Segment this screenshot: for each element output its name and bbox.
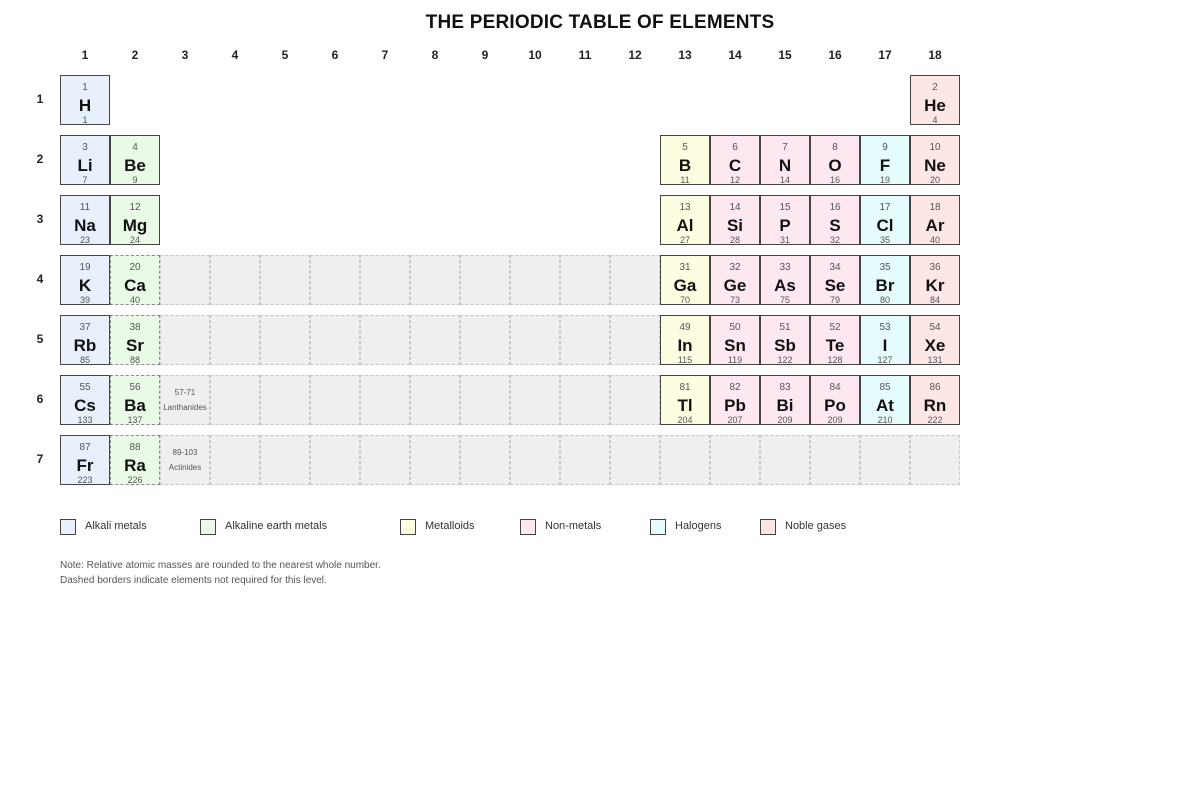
placeholder-cell bbox=[160, 255, 210, 305]
group-number-label: 14 bbox=[728, 48, 742, 62]
placeholder-cell bbox=[210, 375, 260, 425]
element-symbol: Se bbox=[824, 276, 846, 295]
placeholder-cell bbox=[460, 375, 510, 425]
atomic-mass: 24 bbox=[129, 235, 140, 245]
placeholder-cell bbox=[310, 255, 360, 305]
element-symbol: P bbox=[779, 216, 791, 235]
atomic-mass: 128 bbox=[827, 355, 843, 365]
element-cell-ne[interactable] bbox=[910, 135, 960, 185]
atomic-mass: 88 bbox=[129, 355, 140, 365]
placeholder-cell bbox=[810, 435, 860, 485]
atomic-mass: 28 bbox=[729, 235, 740, 245]
period-number-label: 5 bbox=[36, 332, 44, 346]
atomic-mass: 27 bbox=[679, 235, 690, 245]
element-symbol: Po bbox=[824, 396, 846, 415]
element-symbol: Ca bbox=[124, 276, 146, 295]
legend-label: Alkali metals bbox=[85, 520, 147, 532]
element-cell-h[interactable] bbox=[60, 75, 110, 125]
legend-swatch bbox=[520, 519, 536, 535]
atomic-number: 19 bbox=[79, 262, 91, 273]
atomic-number: 34 bbox=[829, 262, 841, 273]
footnote: Dashed borders indicate elements not required for this level. bbox=[60, 575, 327, 586]
element-cell-c[interactable] bbox=[710, 135, 760, 185]
element-symbol: Te bbox=[825, 336, 845, 355]
element-cell-sn[interactable] bbox=[710, 315, 760, 365]
atomic-number: 10 bbox=[929, 142, 941, 153]
element-symbol: He bbox=[924, 96, 946, 115]
element-symbol: At bbox=[876, 396, 894, 415]
group-number-label: 9 bbox=[481, 48, 489, 62]
placeholder-cell bbox=[410, 255, 460, 305]
element-symbol: Br bbox=[875, 276, 895, 295]
atomic-mass: 223 bbox=[77, 475, 93, 485]
atomic-number: 53 bbox=[879, 322, 891, 333]
placeholder-cell bbox=[660, 435, 710, 485]
element-cell-f[interactable] bbox=[860, 135, 910, 185]
atomic-mass: 16 bbox=[829, 175, 840, 185]
element-cell-po[interactable] bbox=[810, 375, 860, 425]
placeholder-cell bbox=[310, 315, 360, 365]
placeholder-cell bbox=[210, 435, 260, 485]
placeholder-cell bbox=[760, 435, 810, 485]
placeholder-cell bbox=[210, 315, 260, 365]
element-cell-te[interactable] bbox=[810, 315, 860, 365]
element-symbol: Si bbox=[726, 216, 744, 235]
legend-label: Halogens bbox=[675, 520, 722, 532]
legend-swatch bbox=[650, 519, 666, 535]
footnote: Note: Relative atomic masses are rounded to the nearest whole number. bbox=[60, 560, 381, 571]
placeholder-cell bbox=[710, 435, 760, 485]
placeholder-cell bbox=[510, 375, 560, 425]
group-number-label: 17 bbox=[878, 48, 892, 62]
atomic-number: 56 bbox=[129, 382, 141, 393]
element-cell-sb[interactable] bbox=[760, 315, 810, 365]
atomic-mass: 119 bbox=[727, 355, 743, 365]
atomic-number: 2 bbox=[932, 82, 938, 93]
atomic-mass: 85 bbox=[79, 355, 90, 365]
element-cell-ba[interactable] bbox=[110, 375, 160, 425]
element-symbol: B bbox=[678, 156, 692, 175]
placeholder-cell bbox=[210, 255, 260, 305]
element-cell-o[interactable] bbox=[810, 135, 860, 185]
period-number-label: 4 bbox=[36, 272, 44, 286]
legend-swatch bbox=[400, 519, 416, 535]
atomic-number: 86 bbox=[929, 382, 941, 393]
element-symbol: Al bbox=[676, 216, 694, 235]
legend-swatch bbox=[60, 519, 76, 535]
element-cell-rb[interactable] bbox=[60, 315, 110, 365]
element-symbol: Na bbox=[74, 216, 96, 235]
element-cell-mg[interactable] bbox=[110, 195, 160, 245]
element-cell-ca[interactable] bbox=[110, 255, 160, 305]
element-symbol: H bbox=[78, 96, 92, 115]
atomic-mass: 127 bbox=[877, 355, 893, 365]
group-number-label: 18 bbox=[928, 48, 942, 62]
atomic-number: 12 bbox=[129, 202, 141, 213]
atomic-number: 33 bbox=[779, 262, 791, 273]
atomic-mass: 210 bbox=[877, 415, 893, 425]
element-symbol: In bbox=[677, 336, 693, 355]
placeholder-cell bbox=[610, 375, 660, 425]
placeholder-cell bbox=[360, 315, 410, 365]
element-symbol: As bbox=[774, 276, 796, 295]
element-cell-as[interactable] bbox=[760, 255, 810, 305]
element-cell-k[interactable] bbox=[60, 255, 110, 305]
element-cell-cl[interactable] bbox=[860, 195, 910, 245]
atomic-mass: 122 bbox=[777, 355, 793, 365]
group-number-label: 1 bbox=[81, 48, 89, 62]
placeholder-cell bbox=[360, 255, 410, 305]
atomic-number: 7 bbox=[782, 142, 788, 153]
group-number-label: 7 bbox=[381, 48, 389, 62]
element-symbol: Ne bbox=[924, 156, 946, 175]
atomic-mass: 31 bbox=[779, 235, 790, 245]
element-cell-br[interactable] bbox=[860, 255, 910, 305]
period-number-label: 2 bbox=[36, 152, 44, 166]
group-number-label: 6 bbox=[331, 48, 339, 62]
series-range: 89-103 bbox=[172, 448, 198, 457]
atomic-number: 1 bbox=[82, 82, 88, 93]
atomic-mass: 209 bbox=[827, 415, 843, 425]
atomic-mass: 20 bbox=[929, 175, 940, 185]
atomic-mass: 14 bbox=[779, 175, 790, 185]
atomic-mass: 75 bbox=[779, 295, 790, 305]
atomic-mass: 23 bbox=[79, 235, 90, 245]
element-symbol: Rn bbox=[923, 396, 947, 415]
group-number-label: 16 bbox=[828, 48, 842, 62]
series-name: Actinides bbox=[168, 463, 202, 472]
atomic-number: 4 bbox=[132, 142, 138, 153]
placeholder-cell bbox=[410, 435, 460, 485]
placeholder-cell bbox=[260, 255, 310, 305]
group-number-label: 4 bbox=[231, 48, 239, 62]
legend-label: Alkaline earth metals bbox=[225, 520, 328, 532]
atomic-number: 5 bbox=[682, 142, 688, 153]
atomic-mass: 222 bbox=[927, 415, 943, 425]
element-symbol: Ge bbox=[723, 276, 747, 295]
atomic-number: 8 bbox=[832, 142, 838, 153]
legend-label: Non-metals bbox=[545, 520, 602, 532]
atomic-number: 14 bbox=[729, 202, 741, 213]
placeholder-cell bbox=[510, 255, 560, 305]
group-number-label: 12 bbox=[628, 48, 642, 62]
placeholder-cell bbox=[560, 435, 610, 485]
atomic-number: 36 bbox=[929, 262, 941, 273]
group-number-label: 11 bbox=[578, 48, 592, 62]
group-number-label: 10 bbox=[528, 48, 542, 62]
atomic-mass: 137 bbox=[127, 415, 143, 425]
element-symbol: K bbox=[78, 276, 92, 295]
element-symbol: Be bbox=[124, 156, 146, 175]
element-cell-b[interactable] bbox=[660, 135, 710, 185]
page-title: THE PERIODIC TABLE OF ELEMENTS bbox=[425, 12, 775, 33]
element-cell-kr[interactable] bbox=[910, 255, 960, 305]
group-number-label: 3 bbox=[181, 48, 189, 62]
element-symbol: Kr bbox=[925, 276, 945, 295]
period-number-label: 6 bbox=[36, 392, 44, 406]
element-cell-he[interactable] bbox=[910, 75, 960, 125]
element-symbol: Bi bbox=[776, 396, 794, 415]
element-symbol: Ba bbox=[124, 396, 146, 415]
group-number-label: 15 bbox=[778, 48, 792, 62]
element-cell-sr[interactable] bbox=[110, 315, 160, 365]
element-symbol: Sr bbox=[126, 336, 144, 355]
atomic-mass: 39 bbox=[79, 295, 90, 305]
element-symbol: Rb bbox=[73, 336, 97, 355]
atomic-number: 82 bbox=[729, 382, 741, 393]
placeholder-cell bbox=[160, 315, 210, 365]
placeholder-cell bbox=[260, 375, 310, 425]
placeholder-cell bbox=[510, 435, 560, 485]
atomic-number: 16 bbox=[829, 202, 841, 213]
placeholder-cell bbox=[610, 435, 660, 485]
element-cell-ar[interactable] bbox=[910, 195, 960, 245]
group-number-label: 2 bbox=[131, 48, 139, 62]
element-symbol: N bbox=[778, 156, 792, 175]
placeholder-cell bbox=[410, 375, 460, 425]
atomic-mass: 204 bbox=[677, 415, 693, 425]
atomic-number: 55 bbox=[79, 382, 91, 393]
element-cell-tl[interactable] bbox=[660, 375, 710, 425]
element-symbol: Xe bbox=[924, 336, 946, 355]
group-number-label: 8 bbox=[431, 48, 439, 62]
element-symbol: Pb bbox=[724, 396, 746, 415]
placeholder-cell bbox=[560, 255, 610, 305]
element-cell-ga[interactable] bbox=[660, 255, 710, 305]
atomic-mass: 12 bbox=[729, 175, 740, 185]
legend-label: Metalloids bbox=[425, 520, 475, 532]
placeholder-cell bbox=[360, 375, 410, 425]
element-cell-fr[interactable] bbox=[60, 435, 110, 485]
atomic-mass: 79 bbox=[829, 295, 840, 305]
element-cell-i[interactable] bbox=[860, 315, 910, 365]
atomic-number: 83 bbox=[779, 382, 791, 393]
atomic-number: 32 bbox=[729, 262, 741, 273]
atomic-mass: 1 bbox=[82, 115, 88, 125]
element-symbol: Ar bbox=[925, 216, 945, 235]
atomic-number: 38 bbox=[129, 322, 141, 333]
atomic-number: 50 bbox=[729, 322, 741, 333]
series-name: Lanthanides bbox=[163, 403, 207, 412]
placeholder-cell bbox=[610, 255, 660, 305]
atomic-mass: 70 bbox=[679, 295, 690, 305]
atomic-number: 31 bbox=[679, 262, 691, 273]
atomic-mass: 207 bbox=[727, 415, 743, 425]
atomic-number: 11 bbox=[79, 202, 91, 213]
element-symbol: Sb bbox=[774, 336, 796, 355]
atomic-mass: 73 bbox=[729, 295, 740, 305]
element-cell-bi[interactable] bbox=[760, 375, 810, 425]
element-symbol: F bbox=[879, 156, 891, 175]
group-number-label: 5 bbox=[281, 48, 289, 62]
element-cell-al[interactable] bbox=[660, 195, 710, 245]
placeholder-cell bbox=[560, 375, 610, 425]
atomic-number: 3 bbox=[82, 142, 88, 153]
placeholder-cell bbox=[910, 435, 960, 485]
period-number-label: 1 bbox=[36, 92, 44, 106]
atomic-number: 6 bbox=[732, 142, 738, 153]
placeholder-cell bbox=[260, 315, 310, 365]
placeholder-cell bbox=[560, 315, 610, 365]
element-symbol: Sn bbox=[724, 336, 746, 355]
element-cell-p[interactable] bbox=[760, 195, 810, 245]
element-cell-cs[interactable] bbox=[60, 375, 110, 425]
atomic-number: 15 bbox=[779, 202, 791, 213]
placeholder-cell bbox=[360, 435, 410, 485]
element-symbol: Cl bbox=[876, 216, 894, 235]
element-symbol: C bbox=[728, 156, 742, 175]
element-symbol: Ga bbox=[673, 276, 697, 295]
legend-label: Noble gases bbox=[785, 520, 847, 532]
atomic-number: 87 bbox=[79, 442, 91, 453]
atomic-mass: 226 bbox=[127, 475, 143, 485]
atomic-number: 49 bbox=[679, 322, 691, 333]
element-symbol: Fr bbox=[76, 456, 94, 475]
legend-swatch bbox=[200, 519, 216, 535]
element-symbol: I bbox=[882, 336, 888, 355]
placeholder-cell bbox=[510, 315, 560, 365]
series-cell-lanthanides[interactable] bbox=[160, 375, 210, 425]
atomic-mass: 7 bbox=[82, 175, 88, 185]
element-cell-in[interactable] bbox=[660, 315, 710, 365]
placeholder-cell bbox=[310, 435, 360, 485]
placeholder-cell bbox=[860, 435, 910, 485]
period-number-label: 3 bbox=[36, 212, 44, 226]
atomic-mass: 9 bbox=[132, 175, 138, 185]
atomic-number: 17 bbox=[879, 202, 891, 213]
series-range: 57-71 bbox=[174, 388, 196, 397]
element-symbol: S bbox=[829, 216, 841, 235]
element-cell-s[interactable] bbox=[810, 195, 860, 245]
placeholder-cell bbox=[460, 315, 510, 365]
atomic-mass: 40 bbox=[129, 295, 140, 305]
element-cell-ge[interactable] bbox=[710, 255, 760, 305]
atomic-number: 88 bbox=[129, 442, 141, 453]
element-cell-be[interactable] bbox=[110, 135, 160, 185]
atomic-number: 18 bbox=[929, 202, 941, 213]
atomic-mass: 35 bbox=[879, 235, 890, 245]
atomic-number: 20 bbox=[129, 262, 141, 273]
atomic-mass: 115 bbox=[677, 355, 693, 365]
atomic-mass: 133 bbox=[77, 415, 93, 425]
atomic-number: 84 bbox=[829, 382, 841, 393]
atomic-mass: 209 bbox=[777, 415, 793, 425]
atomic-mass: 11 bbox=[680, 175, 690, 185]
atomic-mass: 4 bbox=[932, 115, 938, 125]
element-symbol: Ra bbox=[124, 456, 146, 475]
element-symbol: Mg bbox=[122, 216, 148, 235]
placeholder-cell bbox=[460, 435, 510, 485]
atomic-mass: 84 bbox=[929, 295, 940, 305]
element-symbol: Li bbox=[77, 156, 93, 175]
element-cell-rn[interactable] bbox=[910, 375, 960, 425]
legend-swatch bbox=[760, 519, 776, 535]
element-cell-se[interactable] bbox=[810, 255, 860, 305]
atomic-mass: 40 bbox=[929, 235, 940, 245]
element-symbol: O bbox=[828, 156, 842, 175]
series-cell-actinides[interactable] bbox=[160, 435, 210, 485]
atomic-number: 9 bbox=[882, 142, 888, 153]
period-number-label: 7 bbox=[36, 452, 44, 466]
group-number-label: 13 bbox=[678, 48, 692, 62]
element-cell-at[interactable] bbox=[860, 375, 910, 425]
element-symbol: Tl bbox=[677, 396, 693, 415]
placeholder-cell bbox=[410, 315, 460, 365]
element-cell-pb[interactable] bbox=[710, 375, 760, 425]
atomic-number: 13 bbox=[679, 202, 691, 213]
element-cell-si[interactable] bbox=[710, 195, 760, 245]
atomic-number: 81 bbox=[679, 382, 691, 393]
atomic-number: 52 bbox=[829, 322, 841, 333]
placeholder-cell bbox=[260, 435, 310, 485]
atomic-mass: 19 bbox=[879, 175, 890, 185]
atomic-number: 54 bbox=[929, 322, 941, 333]
atomic-mass: 131 bbox=[927, 355, 943, 365]
atomic-number: 51 bbox=[779, 322, 791, 333]
element-cell-xe[interactable] bbox=[910, 315, 960, 365]
atomic-mass: 80 bbox=[879, 295, 890, 305]
placeholder-cell bbox=[610, 315, 660, 365]
atomic-mass: 32 bbox=[829, 235, 840, 245]
element-cell-na[interactable] bbox=[60, 195, 110, 245]
atomic-number: 37 bbox=[79, 322, 91, 333]
element-cell-ra[interactable] bbox=[110, 435, 160, 485]
atomic-number: 85 bbox=[879, 382, 891, 393]
element-cell-li[interactable] bbox=[60, 135, 110, 185]
atomic-number: 35 bbox=[879, 262, 891, 273]
placeholder-cell bbox=[460, 255, 510, 305]
element-symbol: Cs bbox=[74, 396, 96, 415]
placeholder-cell bbox=[310, 375, 360, 425]
element-cell-n[interactable] bbox=[760, 135, 810, 185]
